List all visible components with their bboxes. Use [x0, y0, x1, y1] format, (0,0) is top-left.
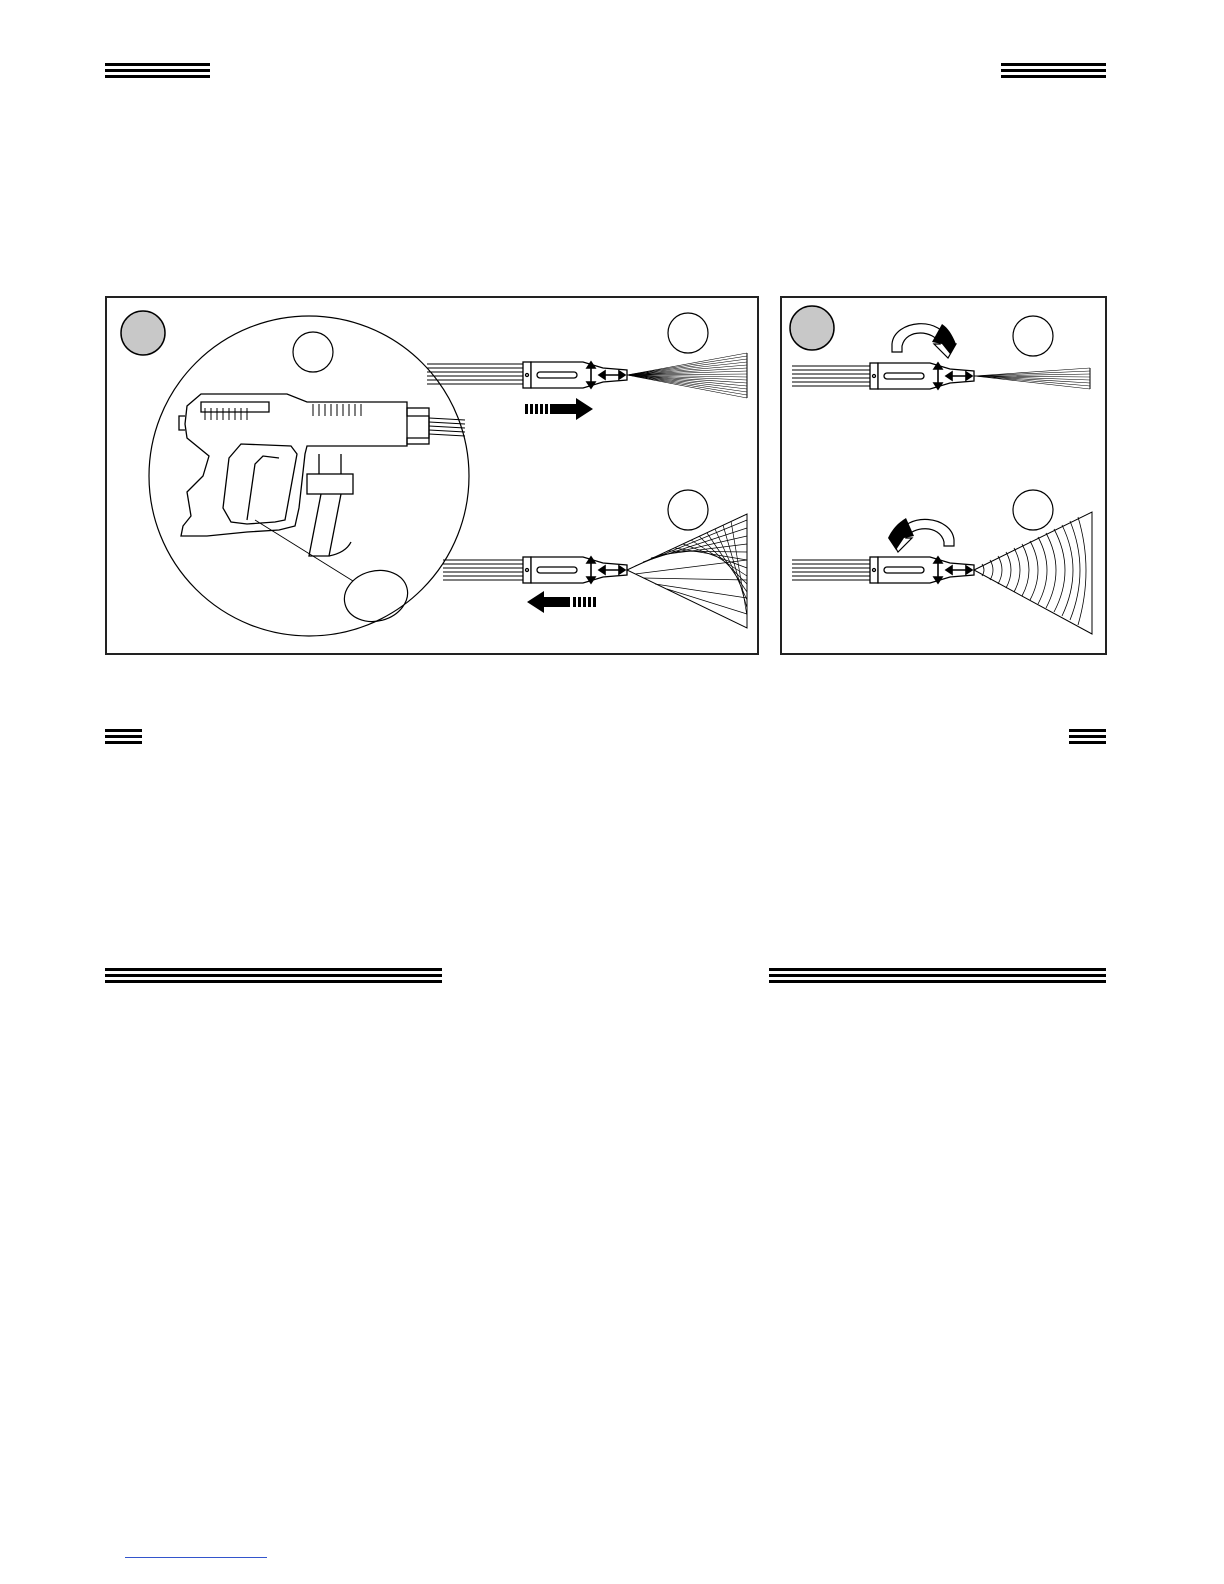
figure-b-panel	[780, 296, 1107, 655]
top-callout	[1013, 316, 1053, 356]
figure-b-badge	[790, 306, 834, 350]
lever-callout	[339, 564, 414, 629]
rotate-clockwise-icon	[892, 324, 956, 358]
hose-lines-bottom	[792, 560, 870, 580]
fan-spray-bottom	[627, 514, 747, 628]
hose-lines-top	[427, 364, 523, 384]
section-bars-icon	[769, 968, 1106, 986]
rotate-counterclockwise-icon	[888, 518, 954, 552]
figure-a-illustration	[107, 298, 757, 653]
hose-lines-bottom	[443, 560, 523, 580]
hose-lines-top	[792, 366, 870, 386]
section-bars-icon	[1001, 63, 1106, 81]
bottom-callout	[1013, 490, 1053, 530]
section-bars-icon	[105, 63, 210, 81]
figure-b-illustration	[782, 298, 1105, 653]
top-callout	[668, 313, 708, 353]
jet-spray-top	[627, 353, 747, 398]
push-arrow-icon	[525, 398, 593, 420]
section-bars-icon	[105, 729, 142, 747]
bottom-callout	[668, 490, 708, 530]
figure-a-badge	[121, 311, 165, 355]
figure-a-panel	[105, 296, 759, 655]
pull-arrow-icon	[527, 591, 596, 613]
footer-link[interactable]	[125, 1557, 267, 1558]
section-bars-icon	[1069, 729, 1106, 747]
inset-circle	[149, 316, 469, 636]
section-bars-icon	[105, 968, 442, 986]
inset-callout	[293, 332, 333, 372]
jet-spray-top	[974, 368, 1090, 389]
lever-leader-line	[255, 520, 353, 581]
